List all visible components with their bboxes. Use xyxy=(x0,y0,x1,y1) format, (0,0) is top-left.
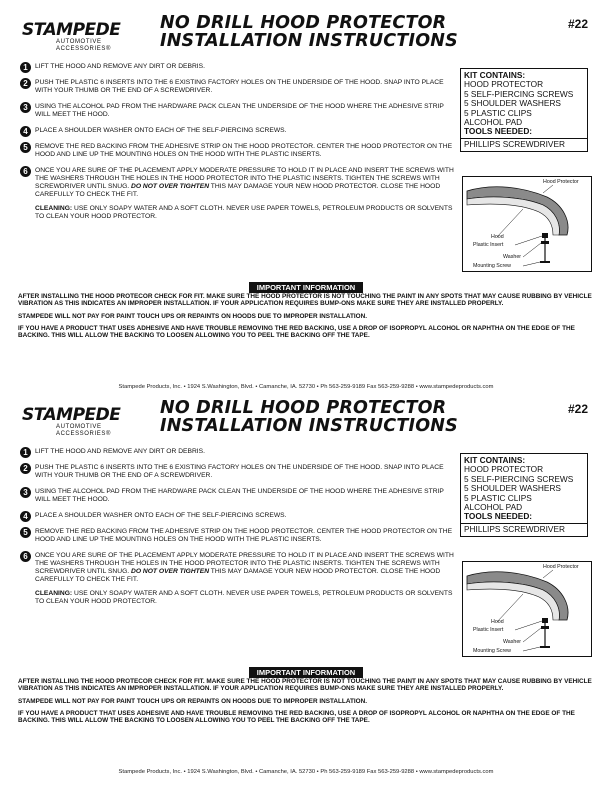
logo-wordmark: STAMPEDE xyxy=(22,405,121,425)
step-5 xyxy=(20,528,460,544)
leader-line xyxy=(523,647,540,651)
cleaning-text: USE ONLY SOAPY WATER AND A SOFT CLOTH. NEVER USE PAPER TOWELS, PETROLEUM PRODUCTS OR SOLVENTS TO CLEAN YOUR HOOD PROTECTOR. xyxy=(35,205,453,220)
logo-subtitle-text: AUTOMOTIVE ACCESSORIES xyxy=(56,424,106,437)
insert-shape xyxy=(542,618,548,623)
cleaning-label: CLEANING: xyxy=(35,590,73,597)
kit-item: 5 SHOULDER WASHERS xyxy=(464,98,561,109)
insert-shape xyxy=(542,233,548,238)
label-plastic-insert: Plastic Insert xyxy=(473,242,504,248)
installation-diagram xyxy=(462,176,592,272)
cleaning-note xyxy=(20,590,460,606)
step-6 xyxy=(20,552,460,584)
logo-trademark: ® xyxy=(105,46,111,52)
company-footer: Stampede Products, Inc. • 1924 S.Washington, Blvd. • Camanche, IA. 52730 • Ph 563-259-9189 Fax 563-259-9288 • www.stampedeproducts.com xyxy=(118,769,494,775)
step-number: 1 xyxy=(20,447,31,458)
step-5 xyxy=(20,143,460,159)
installation-diagram xyxy=(462,561,592,657)
tools-heading: TOOLS NEEDED: xyxy=(464,126,533,137)
document-title xyxy=(160,14,458,50)
leader-line xyxy=(497,209,523,237)
step-6 xyxy=(20,167,460,199)
kit-item: HOOD PROTECTOR xyxy=(464,464,544,475)
part-number: #22 xyxy=(567,17,588,31)
step-4 xyxy=(20,127,460,135)
logo-subtitle-text: AUTOMOTIVE ACCESSORIES xyxy=(56,39,106,52)
note-fit-check: AFTER INSTALLING THE HOOD PROTECOR CHECK FOR FIT. MAKE SURE THE HOOD PROTECTOR IS NOT TOUCHING THE PAINT IN ANY SPOTS THAT MAY CAUSE RUBBING BY VEHICLE VIBRATION AS THIS INDICATES AN IMPROPER INSTALLATION. IF YOUR APPLICATION REQUIRES BUMP-ONS MAKE SURE THEY ARE INSTALLED PROPERLY. xyxy=(18,293,592,308)
step-text: LIFT THE HOOD AND REMOVE ANY DIRT OR DEBRIS. xyxy=(35,63,205,70)
label-hood-protector: Hood Protector xyxy=(543,179,579,185)
step-text: REMOVE THE RED BACKING FROM THE ADHESIVE STRIP ON THE HOOD PROTECTOR. CENTER THE HOOD PROTECTOR ON THE HOOD AND LINE UP THE MOUNTING HOLES ON THE HOOD WITH THE PLASTIC INSERTS. xyxy=(35,143,453,158)
title-line-1: NO DRILL HOOD PROTECTOR xyxy=(160,13,447,33)
step-text-before: ONCE YOU ARE SURE OF THE PLACEMENT APPLY MODERATE PRESSURE TO HOLD IT IN PLACE AND INSERT THE SCREWS WITH THE WASHERS THROUGH THE HOLES IN THE HOOD PROTECTOR INTO THE PLASTIC INSERTS. TIGHTEN THE SCREWS WITH SCREWDRIVER UNTIL SNUG. xyxy=(35,167,454,190)
label-mounting-screw: Mounting Screw xyxy=(473,263,511,269)
kit-item: 5 PLASTIC CLIPS xyxy=(464,492,532,503)
overtighten-warning: DO NOT OVER TIGHTEN xyxy=(131,183,210,190)
leader-line xyxy=(543,185,553,193)
logo-subtitle xyxy=(56,39,152,53)
leader-line xyxy=(497,594,523,622)
hood-cross-section-drawing xyxy=(463,562,591,656)
note-fit-check: AFTER INSTALLING THE HOOD PROTECOR CHECK FOR FIT. MAKE SURE THE HOOD PROTECTOR IS NOT TOUCHING THE PAINT IN ANY SPOTS THAT MAY CAUSE RUBBING BY VEHICLE VIBRATION AS THIS INDICATES AN IMPROPER INSTALLATION. IF YOUR APPLICATION REQUIRES BUMP-ONS MAKE SURE THEY ARE INSTALLED PROPERLY. xyxy=(18,678,592,693)
tool-item: PHILLIPS SCREWDRIVER xyxy=(461,523,587,534)
kit-contents-box xyxy=(460,453,588,537)
washer-shape xyxy=(541,241,549,244)
title-line-1: NO DRILL HOOD PROTECTOR xyxy=(160,398,447,418)
stampede-logo xyxy=(22,407,152,438)
step-text: PUSH THE PLASTIC 6 INSERTS INTO THE 6 EXISTING FACTORY HOLES ON THE UNDERSIDE OF THE HOOD. SNAP INTO PLACE WITH YOUR THUMB OR THE END OF A SCREWDRIVER. xyxy=(35,79,444,94)
leader-line xyxy=(515,236,542,245)
step-text: REMOVE THE RED BACKING FROM THE ADHESIVE STRIP ON THE HOOD PROTECTOR. CENTER THE HOOD PROTECTOR ON THE HOOD AND LINE UP THE MOUNTING HOLES ON THE HOOD WITH THE PLASTIC INSERTS. xyxy=(35,528,453,543)
kit-item: ALCOHOL PAD xyxy=(464,117,523,128)
leader-line xyxy=(543,570,553,578)
step-number: 2 xyxy=(20,78,31,89)
cleaning-note xyxy=(20,205,460,221)
step-4 xyxy=(20,512,460,520)
kit-item: 5 PLASTIC CLIPS xyxy=(464,107,532,118)
company-footer: Stampede Products, Inc. • 1924 S.Washington, Blvd. • Camanche, IA. 52730 • Ph 563-259-9189 Fax 563-259-9288 • www.stampedeproducts.com xyxy=(118,384,494,390)
step-2 xyxy=(20,464,460,480)
kit-item: HOOD PROTECTOR xyxy=(464,79,544,90)
leader-line xyxy=(515,621,542,630)
label-washer: Washer xyxy=(503,639,522,645)
label-plastic-insert: Plastic Insert xyxy=(473,627,504,633)
step-number: 2 xyxy=(20,463,31,474)
step-3 xyxy=(20,488,460,504)
step-number: 4 xyxy=(20,126,31,137)
important-notes xyxy=(18,293,596,344)
important-heading: IMPORTANT INFORMATION xyxy=(249,282,363,293)
kit-item: 5 SELF-PIERCING SCREWS xyxy=(464,88,574,99)
step-text: USING THE ALCOHOL PAD FROM THE HARDWARE PACK CLEAN THE UNDERSIDE OF THE HOOD WHERE THE ADHESIVE STRIP WILL MEET THE HOOD. xyxy=(35,488,444,503)
step-number: 5 xyxy=(20,142,31,153)
kit-heading: KIT CONTAINS: xyxy=(464,70,526,80)
note-adhesive-tip: IF YOU HAVE A PRODUCT THAT USES ADHESIVE AND HAVE TROUBLE REMOVING THE RED BACKING, USE A DROP OF ISOPROPYL ALCOHOL OR NAPHTHA ON THE EDGE OF THE BACKING. THIS WILL ALLOW THE BACKING TO LOOSEN ALLOWING YOU TO PEEL THE BACKING OFF THE TAPE. xyxy=(18,324,575,340)
leader-line xyxy=(523,628,541,642)
hood-cross-section-drawing xyxy=(463,177,591,271)
note-paint-policy: STAMPEDE WILL NOT PAY FOR PAINT TOUCH UPS OR REPAINTS ON HOODS DUE TO IMPROPER INSTALLATION. xyxy=(18,697,368,705)
step-text: USING THE ALCOHOL PAD FROM THE HARDWARE PACK CLEAN THE UNDERSIDE OF THE HOOD WHERE THE ADHESIVE STRIP WILL MEET THE HOOD. xyxy=(35,103,444,118)
step-text: PLACE A SHOULDER WASHER ONTO EACH OF THE SELF-PIERCING SCREWS. xyxy=(35,512,287,519)
step-number: 6 xyxy=(20,166,31,177)
step-number: 3 xyxy=(20,102,31,113)
step-2 xyxy=(20,79,460,95)
kit-item: ALCOHOL PAD xyxy=(464,502,523,513)
label-hood-protector: Hood Protector xyxy=(543,564,579,570)
step-text: PLACE A SHOULDER WASHER ONTO EACH OF THE SELF-PIERCING SCREWS. xyxy=(35,127,287,134)
label-hood: Hood xyxy=(491,234,504,240)
note-adhesive-tip: IF YOU HAVE A PRODUCT THAT USES ADHESIVE AND HAVE TROUBLE REMOVING THE RED BACKING, USE A DROP OF ISOPROPYL ALCOHOL OR NAPHTHA ON THE EDGE OF THE BACKING. THIS WILL ALLOW THE BACKING TO LOOSEN ALLOWING YOU TO PEEL THE BACKING OFF THE TAPE. xyxy=(18,709,575,725)
leader-line xyxy=(523,262,540,266)
label-hood: Hood xyxy=(491,619,504,625)
kit-heading: KIT CONTAINS: xyxy=(464,455,526,465)
cleaning-text: USE ONLY SOAPY WATER AND A SOFT CLOTH. NEVER USE PAPER TOWELS, PETROLEUM PRODUCTS OR SOLVENTS TO CLEAN YOUR HOOD PROTECTOR. xyxy=(35,590,453,605)
document-title xyxy=(160,399,458,435)
overtighten-warning: DO NOT OVER TIGHTEN xyxy=(131,568,210,575)
washer-shape xyxy=(541,626,549,629)
step-number: 4 xyxy=(20,511,31,522)
important-heading: IMPORTANT INFORMATION xyxy=(249,667,363,678)
kit-item: 5 SHOULDER WASHERS xyxy=(464,483,561,494)
logo-trademark: ® xyxy=(105,431,111,437)
steps-list xyxy=(20,448,460,606)
cleaning-label: CLEANING: xyxy=(35,205,73,212)
title-line-2: INSTALLATION INSTRUCTIONS xyxy=(160,31,458,51)
kit-item: 5 SELF-PIERCING SCREWS xyxy=(464,473,574,484)
label-washer: Washer xyxy=(503,254,522,260)
note-paint-policy: STAMPEDE WILL NOT PAY FOR PAINT TOUCH UPS OR REPAINTS ON HOODS DUE TO IMPROPER INSTALLATION. xyxy=(18,312,368,320)
label-mounting-screw: Mounting Screw xyxy=(473,648,511,654)
step-text-after: THIS MAY DAMAGE YOUR NEW HOOD PROTECTOR. CLOSE THE HOOD CAREFULLY TO CHECK THE FIT. xyxy=(35,568,441,583)
step-number: 3 xyxy=(20,487,31,498)
step-number: 1 xyxy=(20,62,31,73)
steps-list xyxy=(20,63,460,221)
kit-contents-box xyxy=(460,68,588,152)
part-number: #22 xyxy=(567,402,588,416)
screw-head xyxy=(540,646,550,648)
instruction-sheet-bottom xyxy=(0,395,612,780)
step-text-before: ONCE YOU ARE SURE OF THE PLACEMENT APPLY MODERATE PRESSURE TO HOLD IT IN PLACE AND INSERT THE SCREWS WITH THE WASHERS THROUGH THE HOLES IN THE HOOD PROTECTOR INTO THE PLASTIC INSERTS. TIGHTEN THE SCREWS WITH SCREWDRIVER UNTIL SNUG. xyxy=(35,552,454,575)
screw-head xyxy=(540,261,550,263)
logo-wordmark: STAMPEDE xyxy=(22,20,121,40)
step-1 xyxy=(20,448,460,456)
instruction-sheet-top xyxy=(0,10,612,395)
title-line-2: INSTALLATION INSTRUCTIONS xyxy=(160,416,458,436)
logo-subtitle xyxy=(56,424,152,438)
step-number: 5 xyxy=(20,527,31,538)
step-3 xyxy=(20,103,460,119)
leader-line xyxy=(523,243,541,257)
step-text-after: THIS MAY DAMAGE YOUR NEW HOOD PROTECTOR. CLOSE THE HOOD CAREFULLY TO CHECK THE FIT. xyxy=(35,183,441,198)
step-number: 6 xyxy=(20,551,31,562)
stampede-logo xyxy=(22,22,152,53)
step-text: PUSH THE PLASTIC 6 INSERTS INTO THE 6 EXISTING FACTORY HOLES ON THE UNDERSIDE OF THE HOOD. SNAP INTO PLACE WITH YOUR THUMB OR THE END OF A SCREWDRIVER. xyxy=(35,464,444,479)
tool-item: PHILLIPS SCREWDRIVER xyxy=(461,138,587,149)
important-notes xyxy=(18,678,596,729)
step-text: LIFT THE HOOD AND REMOVE ANY DIRT OR DEBRIS. xyxy=(35,448,205,455)
step-1 xyxy=(20,63,460,71)
tools-heading: TOOLS NEEDED: xyxy=(464,511,533,522)
